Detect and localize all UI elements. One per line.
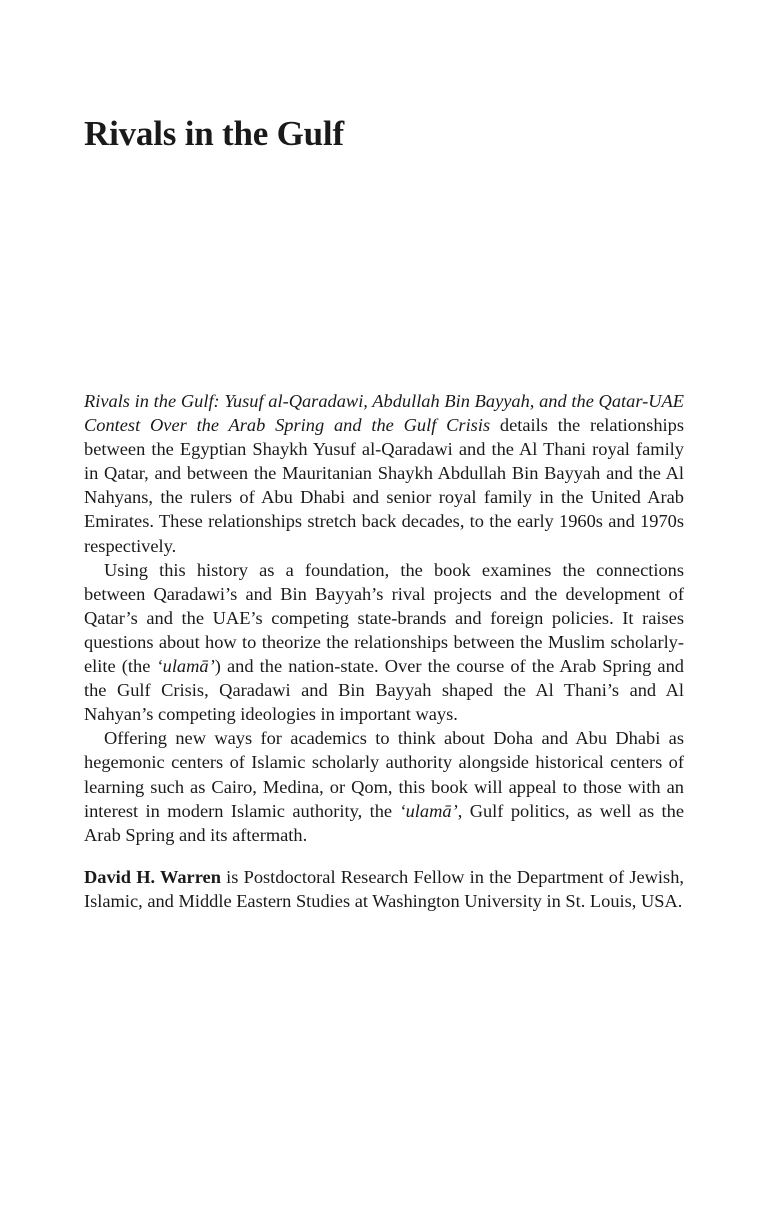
ulama-term: ‘ulamā’ bbox=[399, 800, 458, 821]
description-paragraph-3 bbox=[84, 726, 684, 846]
book-description bbox=[84, 389, 684, 847]
paragraph-3-text-end: , Gulf politics, as well as the Arab Spring and its aftermath. bbox=[84, 800, 684, 845]
page-title: Rivals in the Gulf bbox=[84, 114, 344, 153]
paragraph-1-text: details the relationships between the Egyptian Shaykh Yusuf al-Qaradawi and the Al Thani royal family in Qatar, and between the Mauritanian Shaykh Abdullah Bin Bayyah and the Al Nahyans, the rulers of Abu Dhabi and senior royal family in the United Arab Emirates. These relationships stretch back decades, to the early 1960s and 1970s respectively. bbox=[84, 415, 684, 556]
book-full-title: Rivals in the Gulf: Yusuf al-Qaradawi, Abdullah Bin Bayyah, and the Qatar-UAE Contest Over the Arab Spring and the Gulf Crisis bbox=[84, 391, 684, 436]
author-name: David H. Warren bbox=[84, 867, 221, 887]
paragraph-3-text-start: Offering new ways for academics to think about Doha and Abu Dhabi as hegemonic centers of Islamic scholarly authority alongside historical centers of learning such as Cairo, Medina, or Qom, this book will appeal to those with an interest in modern Islamic authority, the bbox=[84, 728, 684, 821]
author-bio bbox=[84, 865, 684, 913]
author-bio-text: is Postdoctoral Research Fellow in the Department of Jewish, Islamic, and Middle Eastern Studies at Washington University in St. Louis, USA. bbox=[84, 867, 684, 912]
ulama-term: ‘ulamā’ bbox=[156, 656, 215, 677]
paragraph-2-text-end: ) and the nation-state. Over the course of the Arab Spring and the Gulf Crisis, Qaradawi and Bin Bayyah shaped the Al Thani’s and Al Nahyan’s competing ideologies in important ways. bbox=[84, 656, 684, 725]
description-paragraph-2 bbox=[84, 558, 684, 727]
description-paragraph-1 bbox=[84, 389, 684, 558]
paragraph-2-text-start: Using this history as a foundation, the book examines the connections between Qaradawi’s and Bin Bayyah’s rival projects and the development of Qatar’s and the UAE’s competing state-brands and foreign policies. It raises questions about how to theorize the relationships between the Muslim scholarly-elite (the bbox=[84, 559, 684, 677]
